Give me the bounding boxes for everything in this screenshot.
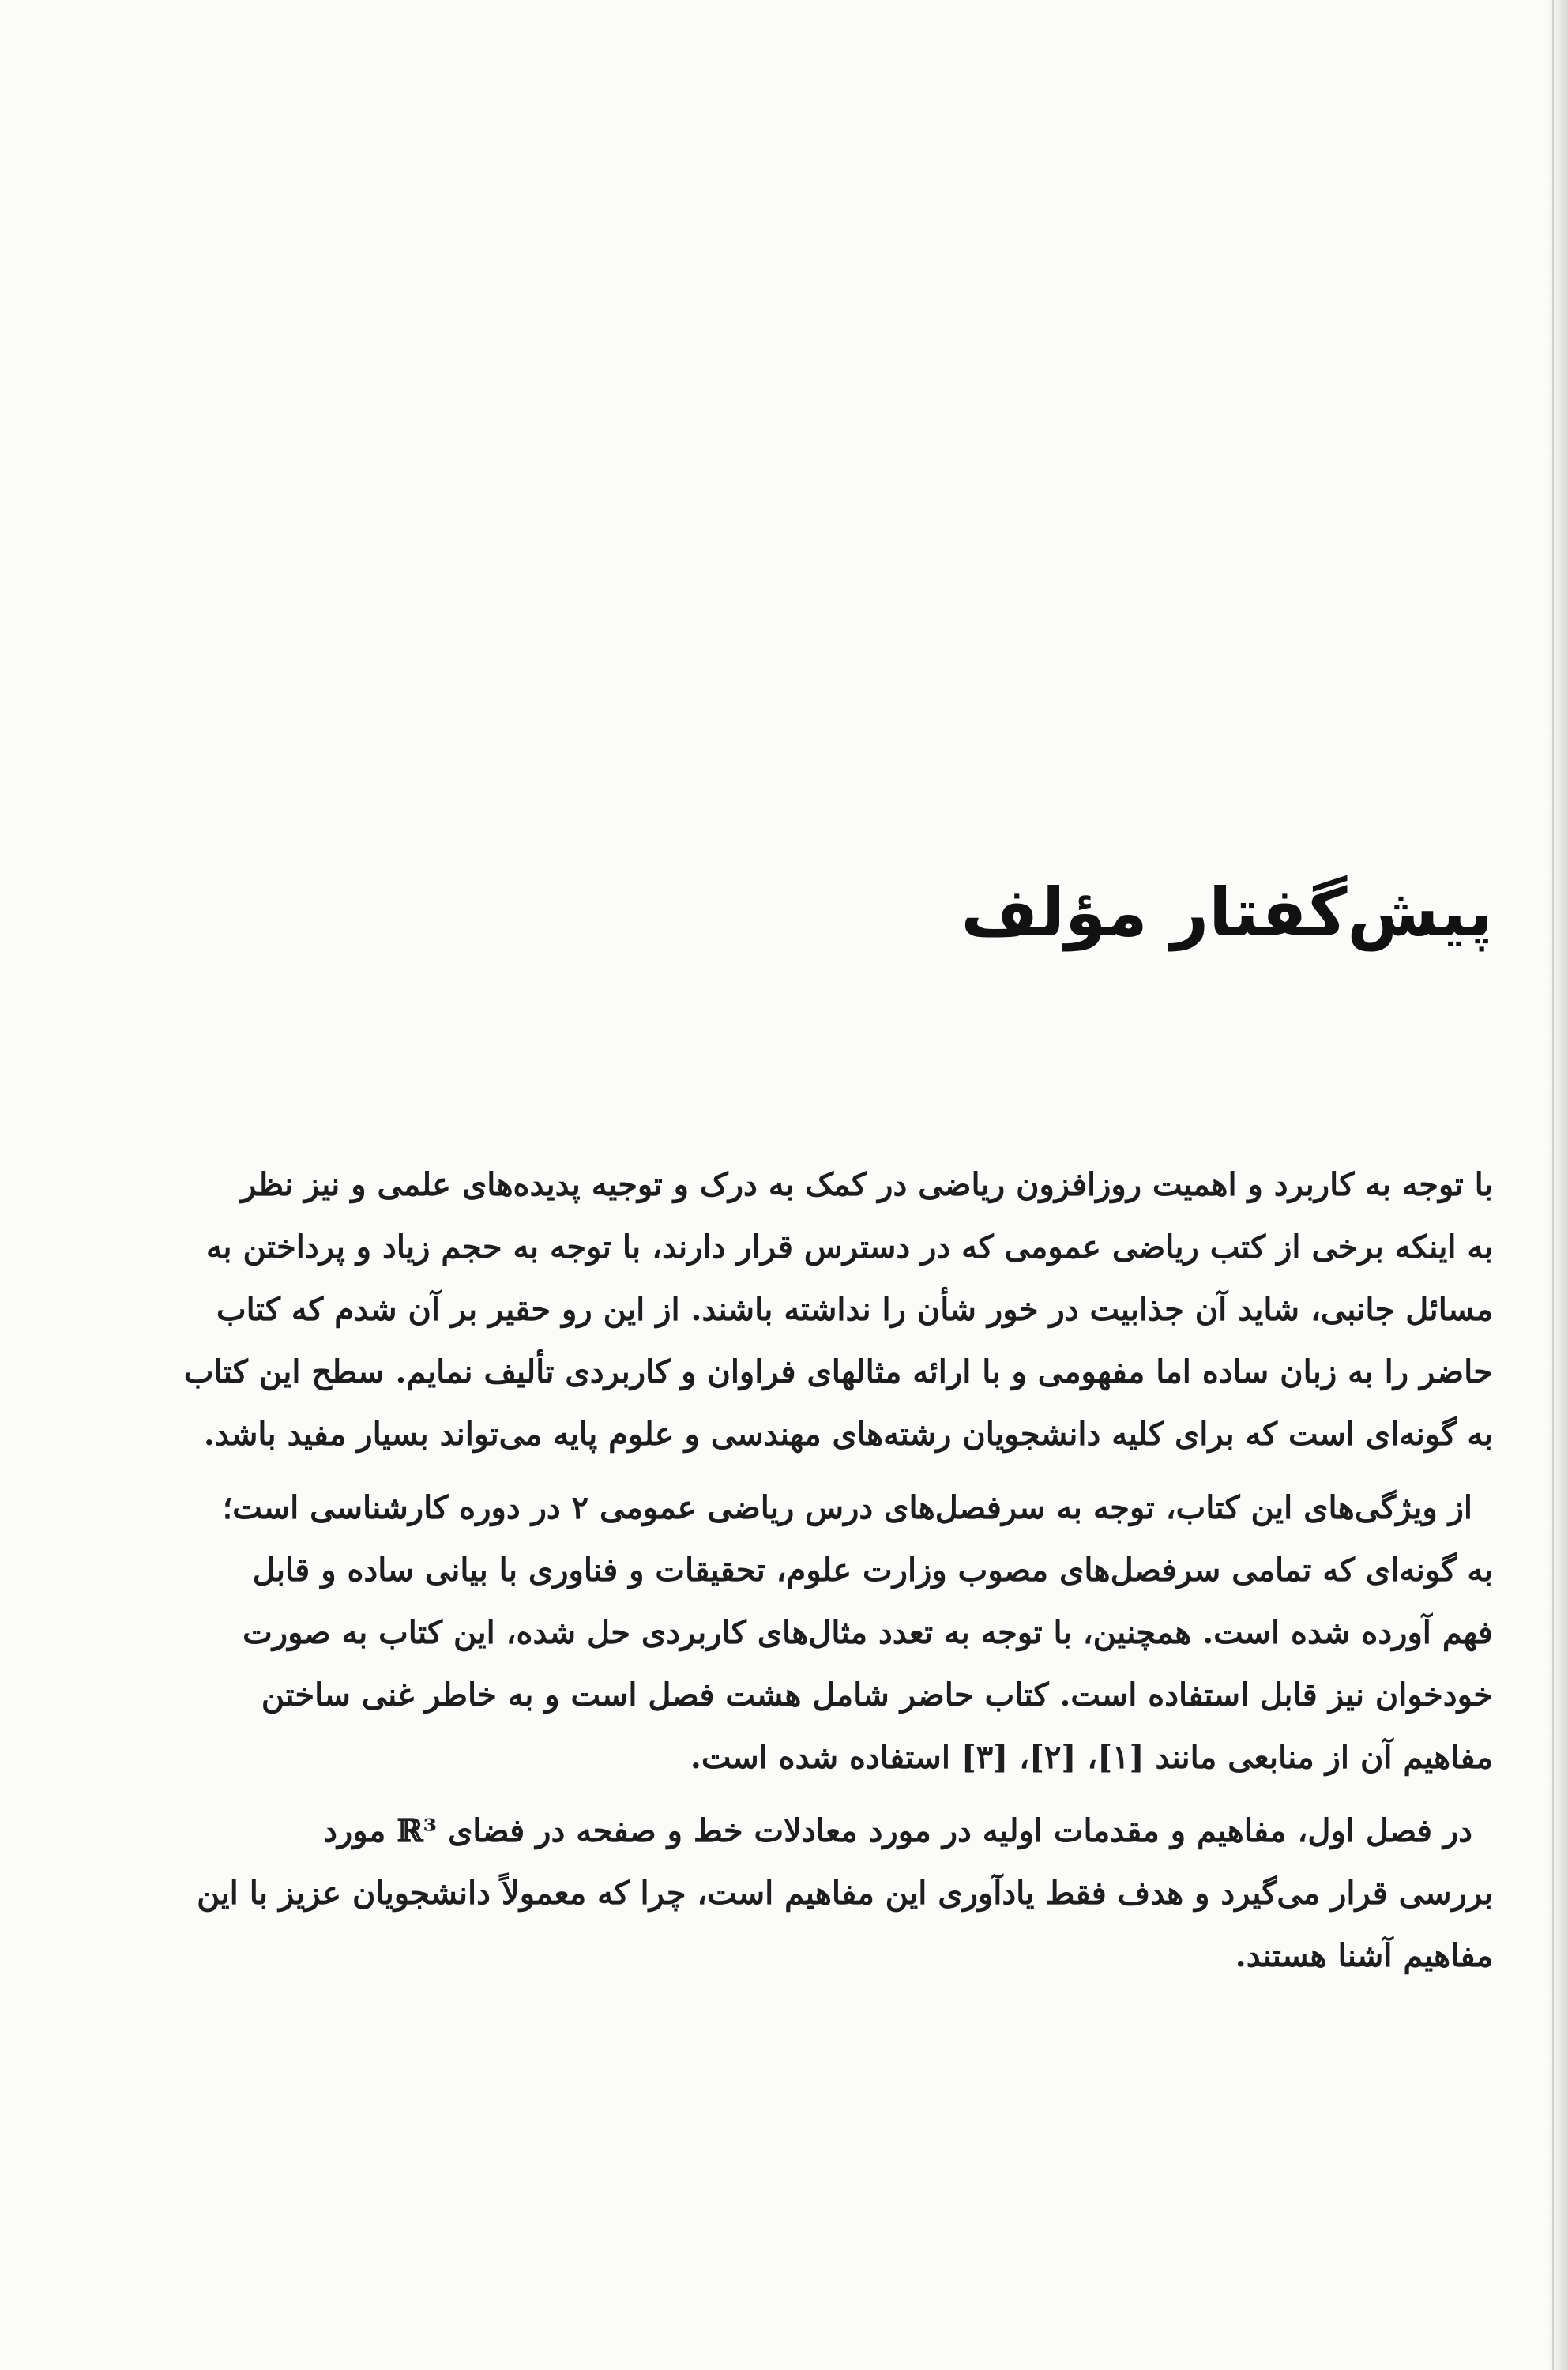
body-text <box>75 1153 1493 1998</box>
page-edge <box>1547 0 1568 2370</box>
page-title: پیش‌گفتار مؤلف <box>961 874 1493 951</box>
page-binding-line <box>1552 0 1554 2370</box>
paragraph-chapter-one: در فصل اول، مفاهیم و مقدمات اولیه در مورد معادلات خط و صفحه در فضای ℝ³ مورد بررسی قرار می‌گیرد و هدف فقط یادآوری این مفاهیم است، چرا که معمولاً دانشجویان عزیز با این مفاهیم آشنا هستند. <box>197 1812 1493 1974</box>
paragraph-features: از ویژگی‌های این کتاب، توجه به سرفصل‌های درس ریاضی عمومی ۲ در دوره کارشناسی است؛ به گونه‌ای که تمامی سرفصل‌های مصوب وزارت علوم، تحقیقات و فناوری با بیانی ساده و قابل فهم آورده شده است. همچنین، با توجه به تعدد مثال‌های کاربردی حل شده، این کتاب به صورت خودخوان نیز قابل استفاده است. کتاب حاضر شامل هشت فصل است و به خاطر غنی ساختن مفاهیم آن از منابعی مانند [۱]، [۲]، [۳] استفاده شده است. <box>222 1489 1493 1776</box>
paragraph-intro: با توجه به کاربرد و اهمیت روزافزون ریاضی در کمک به درک و توجیه پدیده‌های علمی و نیز نظر به اینکه برخی از کتب ریاضی عمومی که در دسترس قرار دارند، با توجه به حجم زیاد و پرداختن به مسائل جانبی، شاید آن جذابیت در خور شأن را نداشته باشند. از این رو حقیر بر آن شدم که کتاب حاضر را به زبان ساده اما مفهومی و با ارائه مثالهای فراوان و کاربردی تألیف نمایم. سطح این کتاب به گونه‌ای است که برای کلیه دانشجویان رشته‌های مهندسی و علوم پایه می‌تواند بسیار مفید باشد. <box>183 1166 1493 1453</box>
